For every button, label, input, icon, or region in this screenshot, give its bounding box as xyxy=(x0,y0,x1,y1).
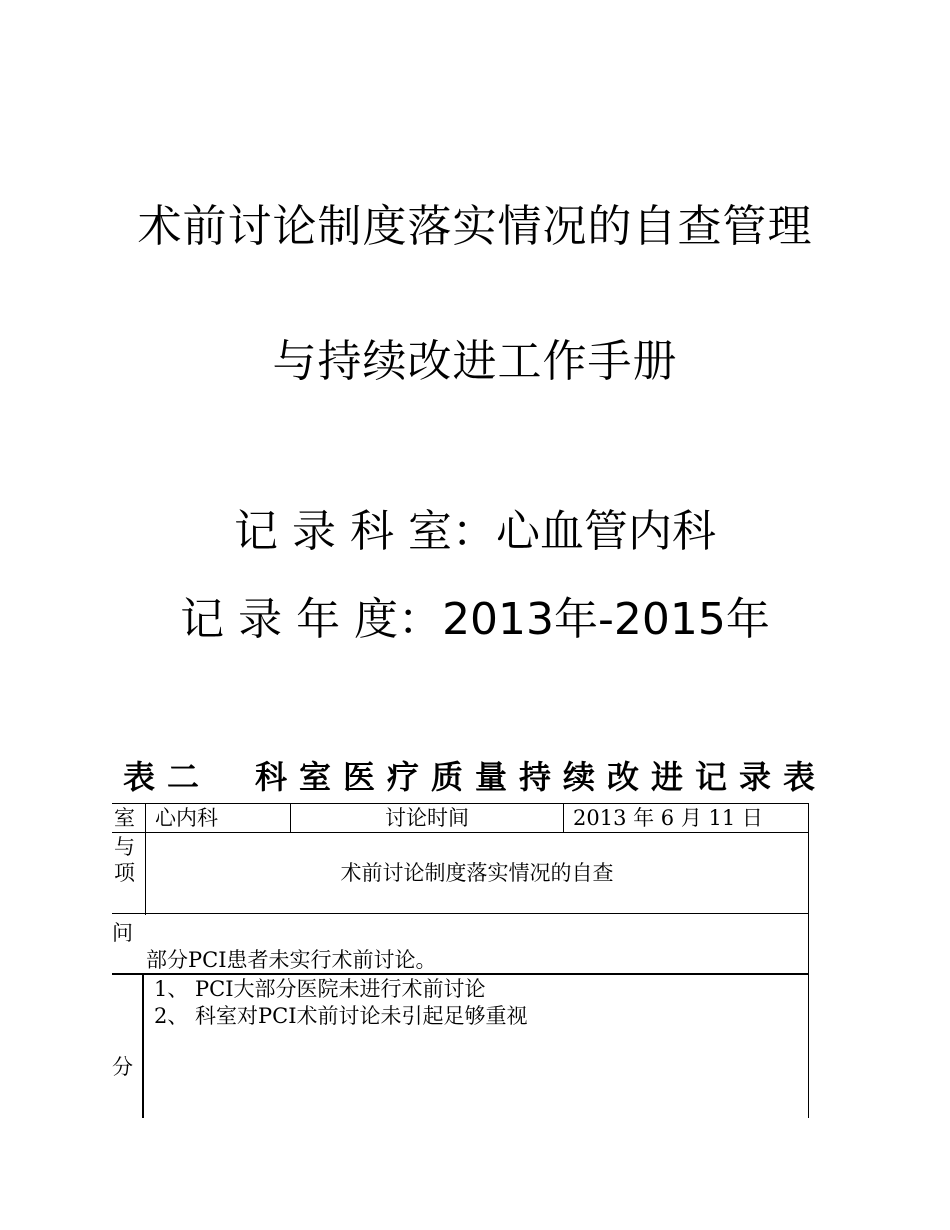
row2-label-a: 与 xyxy=(114,835,135,859)
row2-label-b: 项 xyxy=(114,861,135,885)
analysis-item: 2、 科室对PCI术前讨论未引起足够重视 xyxy=(154,1004,528,1028)
row3-label: 问 xyxy=(112,921,133,945)
document-title-line-2: 与持续改进工作手册 xyxy=(272,336,678,387)
table-line xyxy=(808,803,809,1118)
table-line xyxy=(563,803,564,833)
analysis-item: 1、 PCI大部分医院未进行术前讨论 xyxy=(154,977,486,1001)
table-title: 表二 科室医疗质量持续改进记录表 xyxy=(122,758,827,796)
record-department-value: 心血管内科 xyxy=(495,506,716,557)
table-line xyxy=(145,803,146,915)
table-line xyxy=(112,913,809,914)
row1-label: 室 xyxy=(114,806,135,830)
record-year-value: 2013年-2015年 xyxy=(442,594,770,645)
record-department-line xyxy=(0,495,950,559)
discussion-time-value: 2013 年 6 月 11 日 xyxy=(573,806,763,830)
table-line xyxy=(112,973,809,975)
record-department-label: 记 录 科 室： xyxy=(234,506,496,557)
record-year-line xyxy=(0,583,950,647)
document-title-line-1: 术前讨论制度落实情况的自查管理 xyxy=(137,201,813,252)
record-year-label: 记 录 年 度： xyxy=(180,594,443,645)
problem-text: 部分PCI患者未实行术前讨论。 xyxy=(146,948,437,972)
topic-value: 术前讨论制度落实情况的自查 xyxy=(340,861,614,885)
table-line xyxy=(112,803,809,804)
discussion-time-label: 讨论时间 xyxy=(385,806,469,830)
table-line xyxy=(112,832,809,833)
department-value: 心内科 xyxy=(155,806,218,830)
row4-label: 分 xyxy=(112,1055,133,1079)
table-line xyxy=(142,975,144,1118)
